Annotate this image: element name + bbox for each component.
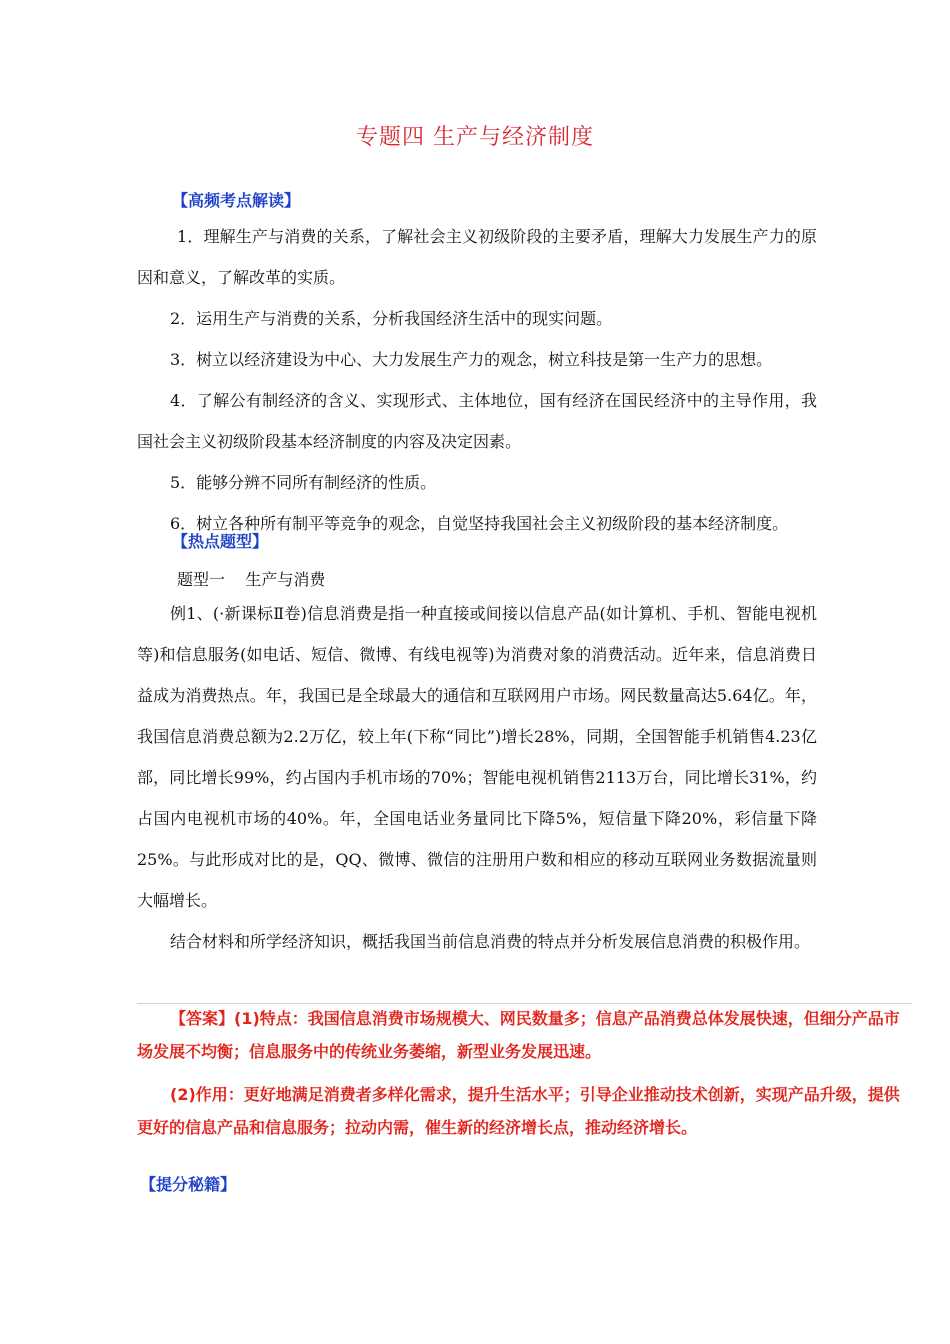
example-block — [137, 593, 817, 962]
example-text: 例1、(·新课标Ⅱ卷)信息消费是指一种直接或间接以信息产品(如计算机、手机、智能电视机等)和信息服务(如电话、短信、微博、有线电视等)为消费对象的消费活动。近年来，信息消费日益成为消费热点。年，我国已是全球最大的通信和互联网用户市场。网民数量高达5.64亿。年，我国信息消费总额为2.2万亿，较上年(下称“同比”)增长28%，同期，全国智能手机销售4.23亿部，同比增长99%，约占国内手机市场的70%；智能电视机销售2113万台，同比增长31%，约占国内电视机市场的40%。年，全国电话业务量同比下降5%，短信量下降20%，彩信量下降25%。与此形成对比的是，QQ、微博、微信的注册用户数和相应的移动互联网业务数据流量则大幅增长。 — [137, 604, 817, 910]
answer-part-2: (2)作用：更好地满足消费者多样化需求，提升生活水平；引导企业推动技术创新，实现产品升级，提供更好的信息产品和信息服务；拉动内需，催生新的经济增长点，推动经济增长。 — [137, 1085, 900, 1137]
example-question: 结合材料和所学经济知识，概括我国当前信息消费的特点并分析发展信息消费的积极作用。 — [170, 932, 811, 951]
key-point-item: 2．运用生产与消费的关系，分析我国经济生活中的现实问题。 — [170, 309, 613, 328]
answer-block — [137, 1002, 912, 1144]
key-point-item: 4．了解公有制经济的含义、实现形式、主体地位，国有经济在国民经济中的主导作用，我国社会主义初级阶段基本经济制度的内容及决定因素。 — [137, 391, 817, 451]
key-point-item: 6．树立各种所有制平等竞争的观念，自觉坚持我国社会主义初级阶段的基本经济制度。 — [170, 514, 789, 533]
section-heading-hot-topics: 【热点题型】 — [172, 532, 269, 551]
key-points-list — [137, 216, 817, 544]
page-title: 专题四 生产与经济制度 — [356, 125, 594, 150]
key-point-item: 5．能够分辨不同所有制经济的性质。 — [170, 473, 437, 492]
key-point-item: 3．树立以经济建设为中心、大力发展生产力的观念，树立科技是第一生产力的思想。 — [170, 350, 773, 369]
question-type-label: 题型一 生产与消费 — [177, 570, 326, 589]
answer-part-1: 【答案】(1)特点：我国信息消费市场规模大、网民数量多；信息产品消费总体发展快速，但细分产品市场发展不均衡；信息服务中的传统业务萎缩，新型业务发展迅速。 — [137, 1009, 900, 1061]
section-heading-tips: 【提分秘籍】 — [140, 1175, 237, 1194]
section-heading-key-points: 【高频考点解读】 — [172, 191, 301, 210]
key-point-item: 1．理解生产与消费的关系，了解社会主义初级阶段的主要矛盾，理解大力发展生产力的原因和意义，了解改革的实质。 — [137, 227, 817, 287]
